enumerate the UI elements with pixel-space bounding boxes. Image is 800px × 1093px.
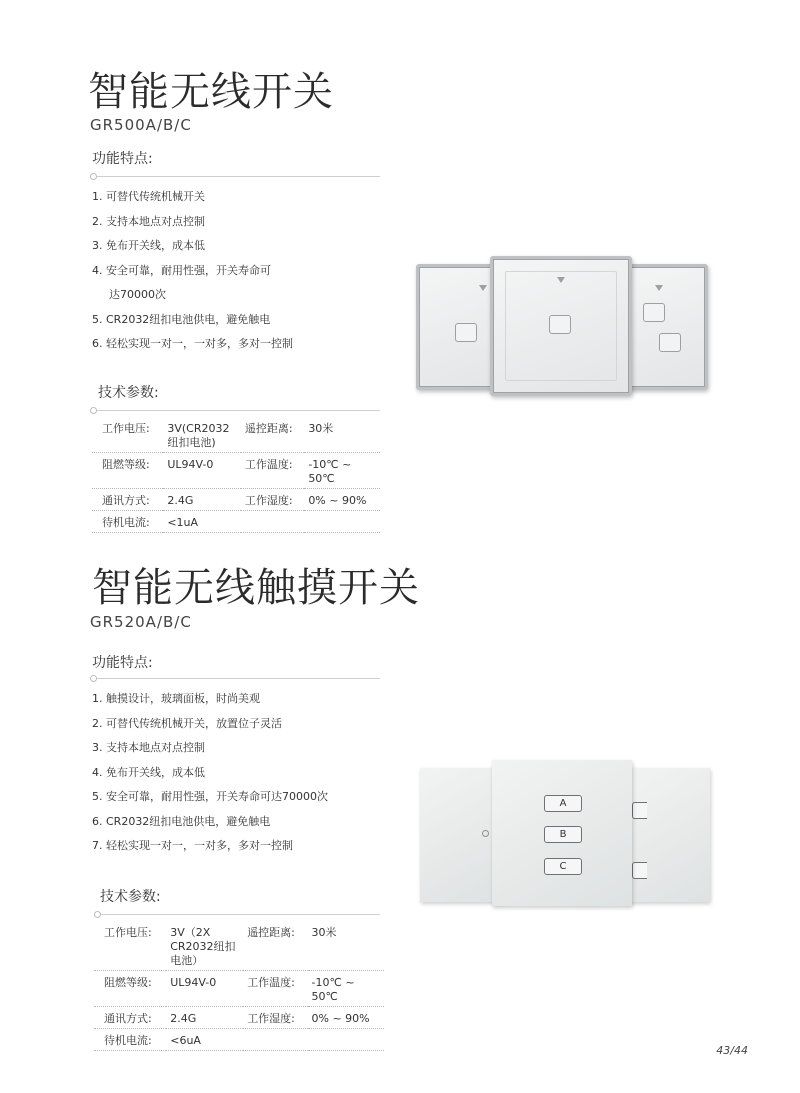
spec-key: 工作温度: — [241, 453, 304, 489]
features-heading-2: 功能特点: — [92, 655, 153, 671]
specs-heading-1: 技术参数: — [98, 385, 159, 401]
logo-icon — [557, 277, 565, 283]
touch-key-a: A — [544, 795, 582, 812]
product-image-2 — [418, 760, 714, 910]
specs-table-2 — [94, 924, 384, 1051]
touch-key-b-partial — [632, 862, 647, 879]
touch-dot-icon — [482, 830, 489, 837]
table-row — [94, 924, 384, 971]
touch-panel-right — [624, 768, 710, 902]
spec-key: 待机电流: — [92, 511, 163, 533]
spec-value: 3V（2X CR2032纽扣电池） — [166, 924, 243, 971]
list-item: 2. 支持本地点对点控制 — [92, 214, 205, 228]
switch-button — [549, 315, 571, 334]
list-item: 4. 免布开关线，成本低 — [92, 765, 205, 779]
specs-heading-2: 技术参数: — [100, 889, 161, 905]
features-list-2 — [92, 690, 328, 862]
spec-key: 工作电压: — [92, 420, 163, 453]
list-item: 7. 轻松实现一对一，一对多，多对一控制 — [92, 839, 293, 852]
switch-plate-center — [490, 256, 632, 396]
spec-key: 阻燃等级: — [94, 971, 166, 1007]
specs-table-1 — [92, 420, 380, 533]
switch-button — [455, 323, 477, 342]
spec-value: 2.4G — [166, 1007, 243, 1029]
spec-value: 30米 — [308, 924, 385, 971]
table-row — [92, 511, 380, 533]
product-title-1: 智能无线开关 — [88, 69, 334, 115]
spec-value: <1uA — [163, 511, 241, 533]
spec-key: 待机电流: — [94, 1029, 166, 1051]
list-item: 3. 免布开关线，成本低 — [92, 239, 205, 252]
touch-panel-left — [420, 768, 502, 902]
divider-dot-icon — [90, 173, 97, 180]
table-row — [92, 489, 380, 511]
spec-key: 工作电压: — [94, 924, 166, 971]
list-item: 4. 安全可靠，耐用性强，开关寿命可 — [92, 263, 271, 277]
spec-key: 通讯方式: — [94, 1007, 166, 1029]
touch-key-a-partial — [632, 802, 647, 819]
list-item: 1. 可替代传统机械开关 — [92, 190, 205, 203]
features-divider-1 — [96, 176, 380, 177]
list-item: 达70000次 — [109, 288, 166, 301]
list-item: 6. 轻松实现一对一，一对多，多对一控制 — [92, 337, 293, 350]
spec-key: 阻燃等级: — [92, 453, 163, 489]
product-model-1: GR500A/B/C — [90, 116, 192, 134]
table-row — [94, 971, 384, 1007]
specs-divider-2 — [100, 914, 380, 915]
table-row — [94, 1029, 384, 1051]
features-divider-2 — [96, 678, 380, 679]
spec-value: 0% ~ 90% — [308, 1007, 385, 1029]
list-item: 2. 可替代传统机械开关，放置位子灵活 — [92, 716, 282, 730]
touch-panel-center — [492, 760, 632, 906]
touch-key-c: C — [544, 858, 582, 875]
touch-key-b: B — [544, 826, 582, 843]
spec-value: 3V(CR2032纽扣电池) — [163, 420, 241, 453]
divider-dot-icon — [90, 675, 97, 682]
divider-dot-icon — [90, 407, 97, 414]
spec-value: 0% ~ 90% — [304, 489, 380, 511]
spec-value: UL94V-0 — [163, 453, 241, 489]
switch-button — [643, 303, 665, 322]
list-item: 6. CR2032纽扣电池供电，避免触电 — [92, 814, 271, 828]
spec-value: UL94V-0 — [166, 971, 243, 1007]
product-model-2: GR520A/B/C — [90, 613, 192, 631]
list-item: 5. 安全可靠，耐用性强，开关寿命可达70000次 — [92, 790, 328, 803]
divider-dot-icon — [94, 911, 101, 918]
spec-value: <6uA — [166, 1029, 243, 1051]
table-row — [92, 420, 380, 453]
table-row — [94, 1007, 384, 1029]
spec-value: 30米 — [304, 420, 380, 453]
switch-button — [659, 333, 681, 352]
spec-value: -10℃ ~ 50℃ — [308, 971, 385, 1007]
spec-key — [243, 1029, 307, 1051]
switch-plate-right — [622, 264, 708, 390]
spec-value: -10℃ ~ 50℃ — [304, 453, 380, 489]
product-title-2: 智能无线触摸开关 — [92, 565, 420, 611]
spec-key: 遥控距离: — [243, 924, 307, 971]
list-item: 1. 触摸设计，玻璃面板，时尚美观 — [92, 692, 260, 705]
page-number: 43/44 — [716, 1044, 748, 1057]
spec-key: 通讯方式: — [92, 489, 163, 511]
spec-key: 工作湿度: — [243, 1007, 307, 1029]
features-heading-1: 功能特点: — [92, 151, 153, 167]
table-row — [92, 453, 380, 489]
spec-value — [304, 511, 380, 533]
list-item: 3. 支持本地点对点控制 — [92, 741, 205, 754]
spec-value — [308, 1029, 385, 1051]
list-item: 5. CR2032纽扣电池供电，避免触电 — [92, 312, 271, 326]
features-list-1 — [92, 188, 293, 360]
spec-key: 遥控距离: — [241, 420, 304, 453]
product-image-1 — [412, 256, 712, 396]
spec-key: 工作湿度: — [241, 489, 304, 511]
spec-key: 工作温度: — [243, 971, 307, 1007]
logo-icon — [655, 285, 663, 291]
spec-value: 2.4G — [163, 489, 241, 511]
specs-divider-1 — [96, 410, 380, 411]
spec-key — [241, 511, 304, 533]
logo-icon — [479, 285, 487, 291]
